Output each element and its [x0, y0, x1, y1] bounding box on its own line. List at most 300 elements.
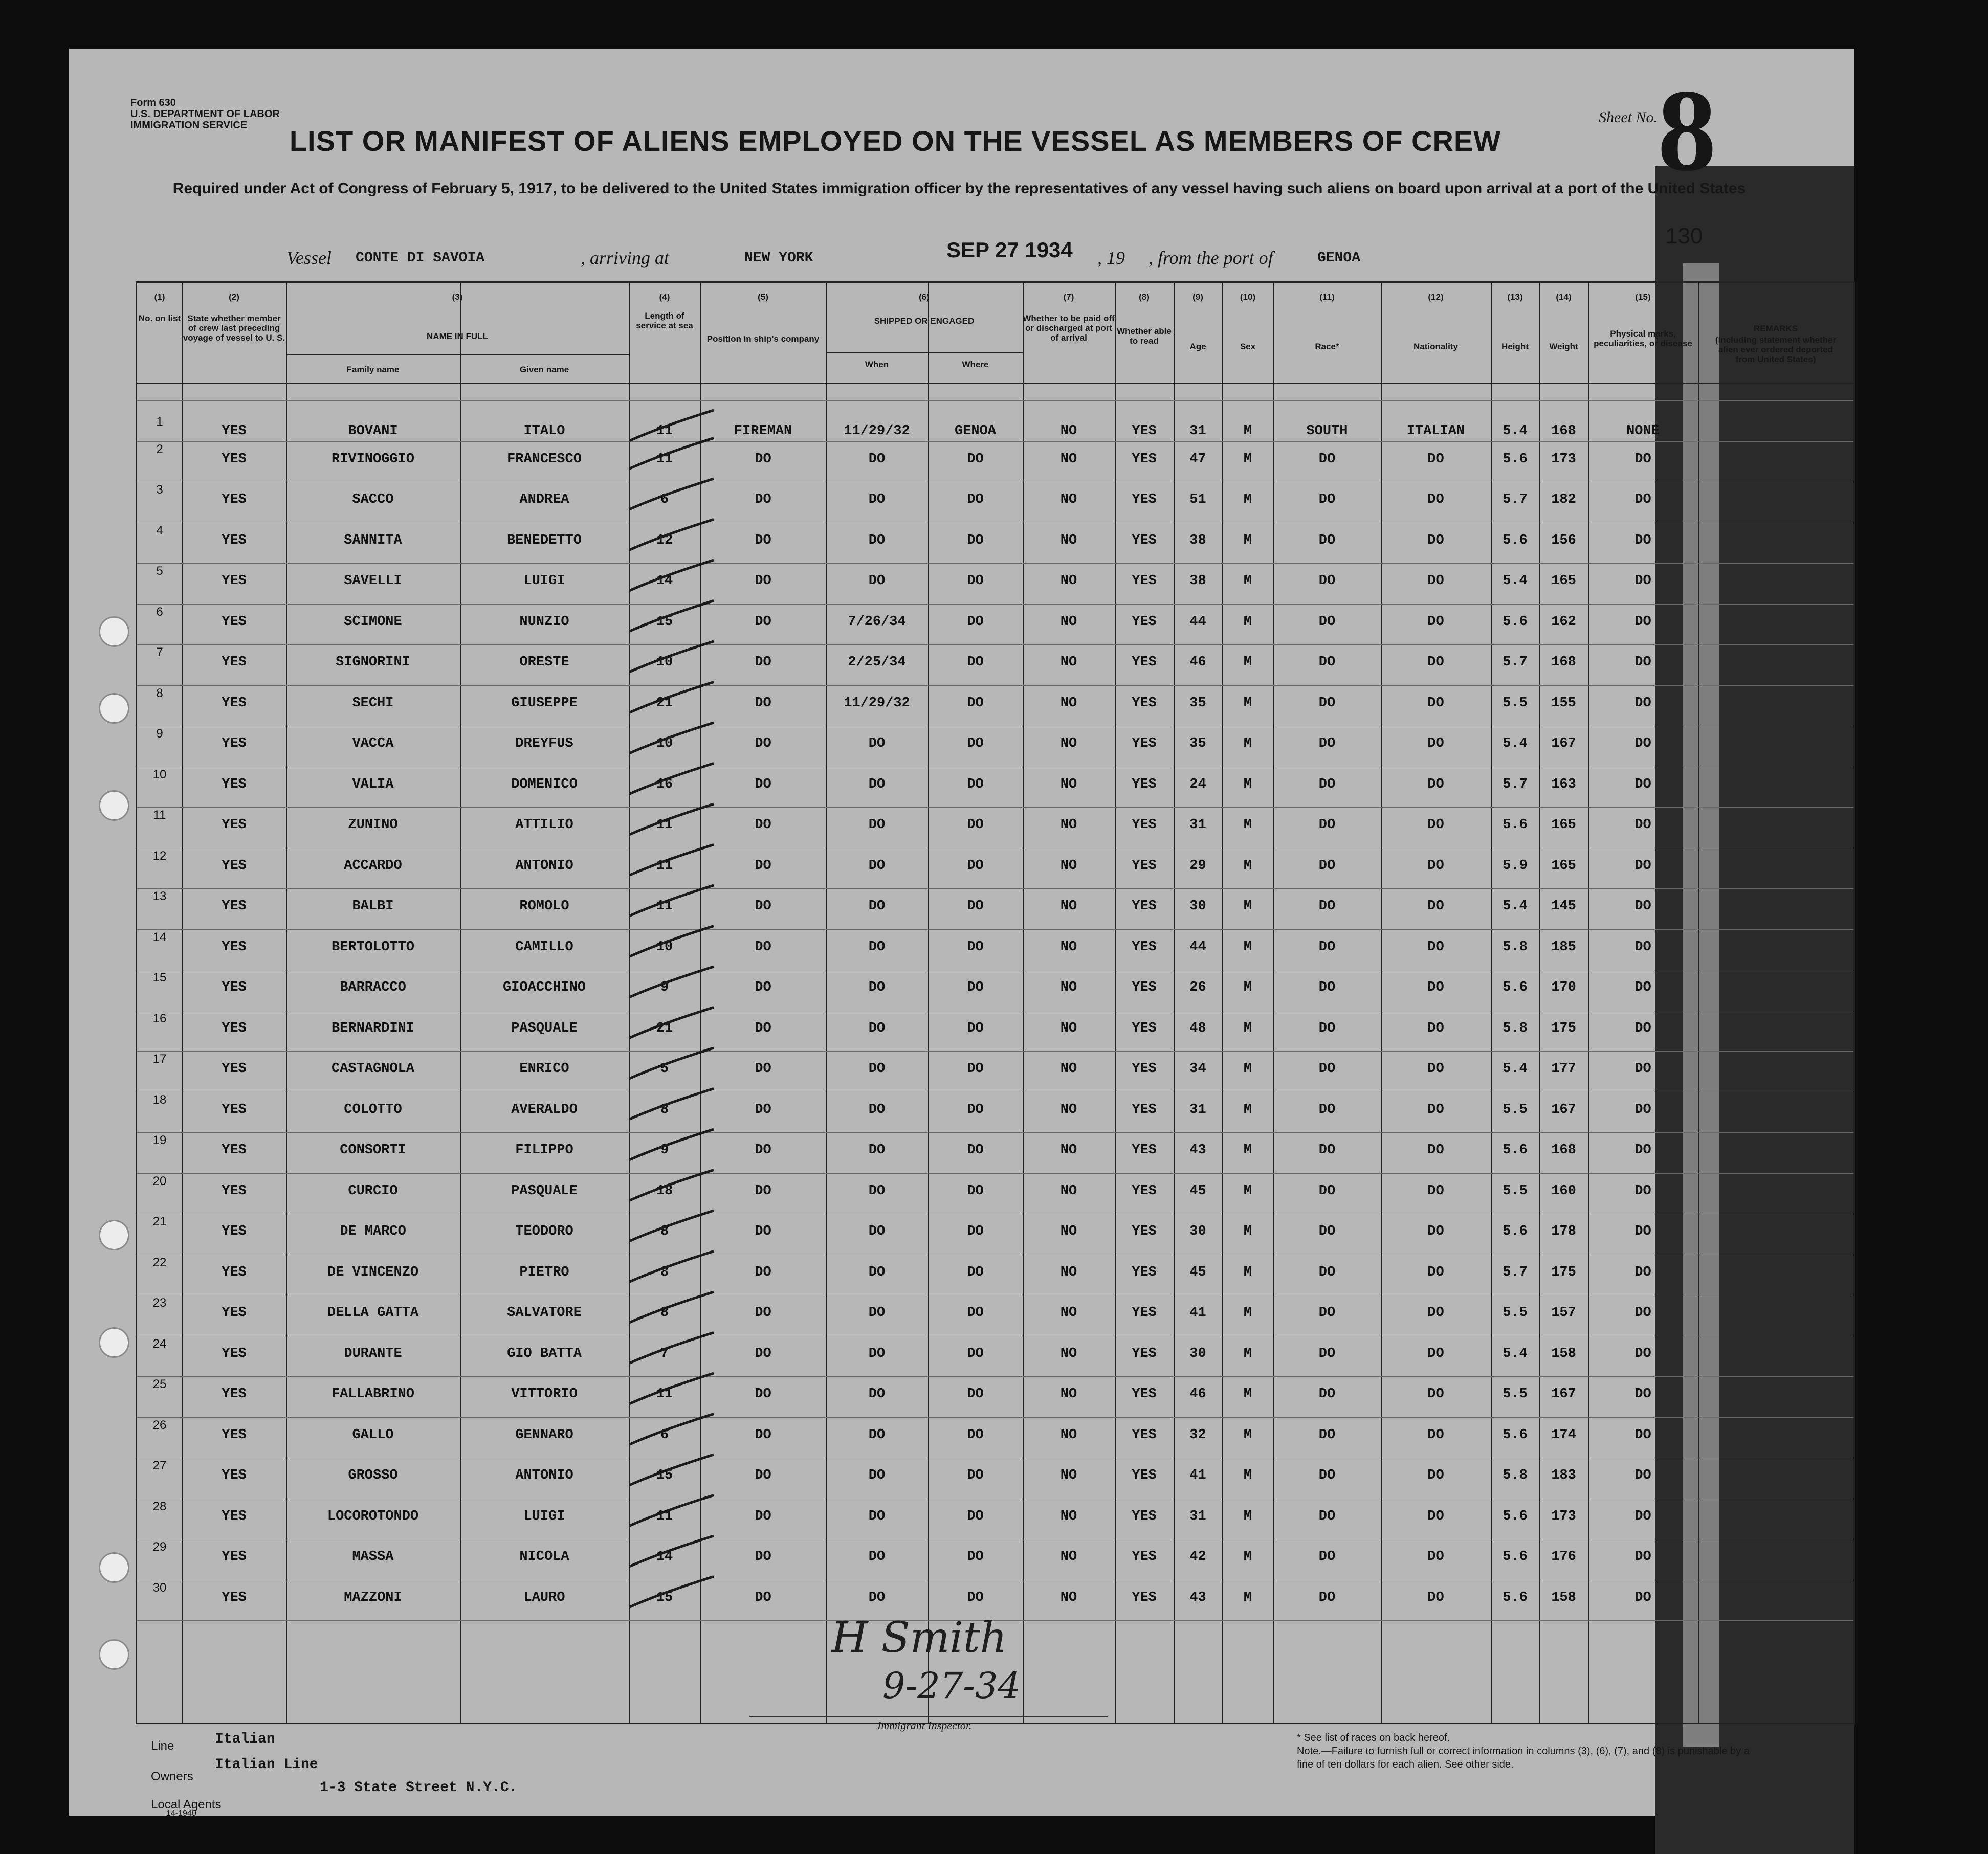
cell-age: 43 — [1189, 1590, 1206, 1605]
cell-given: DREYFUS — [515, 736, 573, 751]
cell-sex: M — [1243, 899, 1252, 914]
cell-race: DO — [1318, 980, 1336, 995]
cell-when: DO — [868, 980, 886, 995]
cell-age: 38 — [1189, 573, 1206, 589]
cell-no: 25 — [152, 1377, 167, 1391]
cell-read: YES — [1132, 532, 1157, 548]
cell-state: YES — [222, 1387, 247, 1402]
cell-state: YES — [222, 573, 247, 589]
cell-given: PASQUALE — [511, 1020, 578, 1036]
cell-given: FILIPPO — [515, 1143, 573, 1158]
cell-sex: M — [1243, 695, 1252, 711]
cell-read: YES — [1132, 1387, 1157, 1402]
cell-family: ZUNINO — [348, 817, 398, 833]
cell-ht: 5.6 — [1503, 532, 1528, 548]
form-number: Form 630 — [130, 97, 176, 108]
cell-race: DO — [1318, 1427, 1336, 1443]
cell-state: YES — [222, 532, 247, 548]
cell-race: DO — [1318, 817, 1336, 833]
cell-when: DO — [868, 1264, 886, 1280]
cell-age: 46 — [1189, 1387, 1206, 1402]
header-paid-off: Whether to be paid off or discharged at port of arrival — [1023, 314, 1115, 343]
cell-state: YES — [222, 776, 247, 792]
cell-read: YES — [1132, 1549, 1157, 1565]
header-no-on-list: No. on list — [138, 314, 181, 323]
column-number: (13) — [1507, 292, 1523, 302]
cell-no: 11 — [153, 808, 166, 822]
cell-where: DO — [967, 1590, 984, 1605]
cell-race: DO — [1318, 1061, 1336, 1077]
cell-paid: NO — [1060, 1508, 1077, 1524]
cell-where: DO — [967, 573, 984, 589]
row-rule — [137, 563, 1853, 564]
cell-ht: 5.5 — [1503, 695, 1528, 711]
row-rule — [137, 685, 1853, 686]
cell-no: 30 — [152, 1580, 167, 1595]
cell-phys: DO — [1634, 899, 1651, 914]
cell-len: 6 — [660, 492, 669, 507]
cell-phys: DO — [1634, 1264, 1651, 1280]
cell-state: YES — [222, 1549, 247, 1565]
cell-no: 20 — [152, 1174, 167, 1188]
cell-family: COLOTTO — [344, 1102, 402, 1118]
cell-pos: DO — [755, 614, 771, 630]
cell-len: 5 — [660, 1061, 669, 1077]
cell-nat: DO — [1427, 736, 1444, 751]
cell-when: DO — [868, 817, 886, 833]
cell-sex: M — [1243, 776, 1252, 792]
page-number: 130 — [1665, 224, 1703, 249]
cell-race: DO — [1318, 736, 1336, 751]
header-where: Where — [962, 360, 989, 369]
cell-wt: 165 — [1551, 573, 1576, 589]
cell-ht: 5.6 — [1503, 980, 1528, 995]
cell-phys: NONE — [1626, 423, 1660, 439]
from-port-label: , from the port of — [1148, 248, 1273, 268]
cell-family: CURCIO — [348, 1183, 398, 1199]
header-remarks: REMARKS — [1754, 324, 1798, 333]
cell-no: 9 — [156, 727, 163, 741]
cell-paid: NO — [1060, 532, 1077, 548]
cell-ht: 5.5 — [1503, 1305, 1528, 1321]
year-label: , 19 — [1097, 248, 1125, 268]
cell-sex: M — [1243, 573, 1252, 589]
cell-race: DO — [1318, 492, 1336, 507]
cell-wt: 165 — [1551, 817, 1576, 833]
cell-where: DO — [967, 1020, 984, 1036]
cell-wt: 183 — [1551, 1468, 1576, 1483]
cell-no: 8 — [156, 686, 163, 700]
cell-sex: M — [1243, 858, 1252, 874]
cell-ht: 5.6 — [1503, 614, 1528, 630]
cell-race: DO — [1318, 1387, 1336, 1402]
cell-given: TEODORO — [515, 1224, 573, 1239]
cell-age: 42 — [1189, 1549, 1206, 1565]
cell-when: 2/25/34 — [848, 655, 906, 670]
cell-no: 14 — [152, 930, 167, 944]
cell-wt: 160 — [1551, 1183, 1576, 1199]
cell-paid: NO — [1060, 858, 1077, 874]
cell-given: LAURO — [523, 1590, 565, 1605]
cell-race: DO — [1318, 899, 1336, 914]
cell-nat: DO — [1427, 1305, 1444, 1321]
header-able-to-read: Whether able to read — [1117, 326, 1172, 346]
cell-family: MAZZONI — [344, 1590, 402, 1605]
service-name: IMMIGRATION SERVICE — [130, 120, 248, 131]
cell-phys: DO — [1634, 939, 1651, 955]
cell-when: DO — [868, 899, 886, 914]
cell-len: 7 — [660, 1346, 669, 1361]
column-number: (15) — [1635, 292, 1651, 302]
cell-pos: DO — [755, 1143, 771, 1158]
cell-when: DO — [868, 1590, 886, 1605]
cell-age: 46 — [1189, 655, 1206, 670]
agents-value: 1-3 State Street N.Y.C. — [320, 1780, 518, 1796]
cell-sex: M — [1243, 614, 1252, 630]
cell-age: 41 — [1189, 1305, 1206, 1321]
inspector-label: Immigrant Inspector. — [877, 1719, 972, 1732]
cell-no: 16 — [152, 1011, 167, 1025]
cell-state: YES — [222, 1020, 247, 1036]
header-shipped-engaged: SHIPPED OR ENGAGED — [874, 316, 975, 326]
cell-race: DO — [1318, 1183, 1336, 1199]
cell-race: DO — [1318, 858, 1336, 874]
cell-read: YES — [1132, 614, 1157, 630]
cell-wt: 163 — [1551, 776, 1576, 792]
cell-no: 15 — [152, 971, 167, 985]
cell-nat: DO — [1427, 1468, 1444, 1483]
cell-wt: 176 — [1551, 1549, 1576, 1565]
header-physical-marks: Physical marks, peculiarities, or disease — [1594, 329, 1692, 348]
cell-phys: DO — [1634, 1590, 1651, 1605]
cell-phys: DO — [1634, 1549, 1651, 1565]
cell-where: DO — [967, 817, 984, 833]
cell-state: YES — [222, 492, 247, 507]
cell-when: DO — [868, 858, 886, 874]
cell-sex: M — [1243, 1387, 1252, 1402]
cell-race: DO — [1318, 532, 1336, 548]
cell-when: DO — [868, 1387, 886, 1402]
cell-pos: DO — [755, 736, 771, 751]
cell-age: 31 — [1189, 1102, 1206, 1118]
header-height: Height — [1501, 342, 1529, 351]
cell-no: 18 — [152, 1092, 167, 1107]
cell-given: GIOACCHINO — [502, 980, 586, 995]
cell-when: DO — [868, 776, 886, 792]
cell-phys: DO — [1634, 695, 1651, 711]
cell-ht: 5.7 — [1503, 776, 1528, 792]
cell-pos: DO — [755, 695, 771, 711]
cell-where: DO — [967, 1549, 984, 1565]
cell-len: 11 — [656, 1508, 673, 1524]
cell-len: 11 — [656, 858, 673, 874]
cell-sex: M — [1243, 1590, 1252, 1605]
cell-state: YES — [222, 1264, 247, 1280]
date-stamp: SEP 27 1934 — [946, 238, 1073, 262]
cell-no: 21 — [152, 1215, 167, 1228]
cell-no: 13 — [152, 889, 167, 903]
cell-ht: 5.9 — [1503, 858, 1528, 874]
cell-ht: 5.8 — [1503, 939, 1528, 955]
cell-paid: NO — [1060, 451, 1077, 467]
cell-sex: M — [1243, 1183, 1252, 1199]
cell-given: ENRICO — [519, 1061, 569, 1077]
line-value: Italian — [215, 1731, 275, 1747]
cell-len: 9 — [660, 1143, 669, 1158]
cell-ht: 5.6 — [1503, 1508, 1528, 1524]
cell-ht: 5.8 — [1503, 1020, 1528, 1036]
cell-given: AVERALDO — [511, 1102, 578, 1118]
cell-no: 26 — [152, 1418, 167, 1432]
cell-phys: DO — [1634, 532, 1651, 548]
cell-given: ITALO — [523, 423, 565, 439]
inspector-line — [749, 1716, 1108, 1717]
cell-paid: NO — [1060, 1387, 1077, 1402]
cell-read: YES — [1132, 736, 1157, 751]
cell-sex: M — [1243, 736, 1252, 751]
cell-age: 31 — [1189, 817, 1206, 833]
cell-nat: DO — [1427, 614, 1444, 630]
cell-paid: NO — [1060, 1183, 1077, 1199]
cell-len: 21 — [656, 1020, 673, 1036]
cell-paid: NO — [1060, 1264, 1077, 1280]
cell-sex: M — [1243, 1061, 1252, 1077]
cell-sex: M — [1243, 1468, 1252, 1483]
cell-nat: DO — [1427, 1183, 1444, 1199]
cell-pos: DO — [755, 492, 771, 507]
cell-wt: 158 — [1551, 1590, 1576, 1605]
cell-phys: DO — [1634, 614, 1651, 630]
race-note: * See list of races on back hereof. — [1297, 1732, 1450, 1744]
cell-age: 26 — [1189, 980, 1206, 995]
cell-family: SCIMONE — [344, 614, 402, 630]
cell-age: 34 — [1189, 1061, 1206, 1077]
cell-wt: 165 — [1551, 858, 1576, 874]
cell-given: PASQUALE — [511, 1183, 578, 1199]
cell-read: YES — [1132, 573, 1157, 589]
cell-no: 24 — [152, 1336, 167, 1351]
cell-nat: DO — [1427, 1508, 1444, 1524]
cell-given: SALVATORE — [507, 1305, 582, 1321]
from-port: GENOA — [1317, 250, 1361, 266]
cell-phys: DO — [1634, 492, 1651, 507]
cell-sex: M — [1243, 1224, 1252, 1239]
cell-age: 30 — [1189, 899, 1206, 914]
cell-read: YES — [1132, 1305, 1157, 1321]
cell-sex: M — [1243, 817, 1252, 833]
cell-family: SAVELLI — [344, 573, 402, 589]
cell-read: YES — [1132, 1020, 1157, 1036]
cell-ht: 5.5 — [1503, 1183, 1528, 1199]
cell-race: DO — [1318, 1346, 1336, 1361]
cell-paid: NO — [1060, 980, 1077, 995]
cell-paid: NO — [1060, 1427, 1077, 1443]
cell-len: 10 — [656, 939, 673, 955]
cell-read: YES — [1132, 423, 1157, 439]
binder-hole — [99, 1552, 129, 1583]
cell-state: YES — [222, 1305, 247, 1321]
cell-wt: 182 — [1551, 492, 1576, 507]
cell-age: 31 — [1189, 1508, 1206, 1524]
cell-race: DO — [1318, 1468, 1336, 1483]
cell-family: BOVANI — [348, 423, 398, 439]
header-length-of-service: Length of service at sea — [636, 311, 693, 330]
cell-age: 31 — [1189, 423, 1206, 439]
cell-read: YES — [1132, 1224, 1157, 1239]
cell-given: ANTONIO — [515, 858, 573, 874]
column-number: (6) — [919, 292, 930, 302]
cell-state: YES — [222, 1183, 247, 1199]
arriving-label: , arriving at — [581, 248, 670, 268]
cell-pos: DO — [755, 1061, 771, 1077]
cell-ht: 5.8 — [1503, 1468, 1528, 1483]
cell-wt: 156 — [1551, 532, 1576, 548]
cell-when: DO — [868, 1020, 886, 1036]
cell-no: 29 — [152, 1540, 167, 1554]
cell-pos: DO — [755, 1224, 771, 1239]
cell-state: YES — [222, 899, 247, 914]
cell-where: DO — [967, 1183, 984, 1199]
cell-paid: NO — [1060, 1224, 1077, 1239]
cell-family: FALLABRINO — [331, 1387, 415, 1402]
cell-read: YES — [1132, 451, 1157, 467]
cell-where: DO — [967, 1264, 984, 1280]
cell-paid: NO — [1060, 736, 1077, 751]
cell-where: DO — [967, 532, 984, 548]
cell-state: YES — [222, 451, 247, 467]
cell-nat: DO — [1427, 1549, 1444, 1565]
column-number: (14) — [1556, 292, 1572, 302]
cell-given: ANTONIO — [515, 1468, 573, 1483]
cell-read: YES — [1132, 492, 1157, 507]
cell-when: DO — [868, 939, 886, 955]
binder-hole — [99, 1639, 129, 1670]
cell-nat: DO — [1427, 655, 1444, 670]
cell-race: DO — [1318, 451, 1336, 467]
cell-where: DO — [967, 451, 984, 467]
cell-wt: 178 — [1551, 1224, 1576, 1239]
row-rule — [137, 929, 1853, 930]
cell-race: DO — [1318, 695, 1336, 711]
cell-where: DO — [967, 1143, 984, 1158]
cell-phys: DO — [1634, 573, 1651, 589]
cell-sex: M — [1243, 1549, 1252, 1565]
cell-when: DO — [868, 1305, 886, 1321]
line-label: Line — [151, 1739, 174, 1753]
cell-nat: DO — [1427, 817, 1444, 833]
cell-when: DO — [868, 1143, 886, 1158]
cell-read: YES — [1132, 776, 1157, 792]
footer-notes — [1297, 1731, 1757, 1771]
inspector-signature: H Smith — [831, 1614, 1007, 1662]
cell-family: CONSORTI — [340, 1143, 406, 1158]
cell-state: YES — [222, 1143, 247, 1158]
cell-wt: 173 — [1551, 1508, 1576, 1524]
cell-phys: DO — [1634, 1427, 1651, 1443]
cell-where: DO — [967, 695, 984, 711]
cell-nat: DO — [1427, 1061, 1444, 1077]
cell-race: DO — [1318, 1305, 1336, 1321]
cell-read: YES — [1132, 858, 1157, 874]
binder-hole — [99, 616, 129, 647]
cell-race: SOUTH — [1306, 423, 1348, 439]
cell-nat: DO — [1427, 1427, 1444, 1443]
cell-phys: DO — [1634, 736, 1651, 751]
cell-ht: 5.5 — [1503, 1387, 1528, 1402]
cell-paid: NO — [1060, 1102, 1077, 1118]
cell-where: DO — [967, 1102, 984, 1118]
cell-family: DE MARCO — [340, 1224, 406, 1239]
cell-given: PIETRO — [519, 1264, 569, 1280]
cell-when: 7/26/34 — [848, 614, 906, 630]
cell-nat: DO — [1427, 1590, 1444, 1605]
row-rule — [137, 1417, 1853, 1418]
cell-sex: M — [1243, 939, 1252, 955]
cell-wt: 168 — [1551, 423, 1576, 439]
cell-read: YES — [1132, 1468, 1157, 1483]
cell-phys: DO — [1634, 1224, 1651, 1239]
cell-state: YES — [222, 1590, 247, 1605]
cell-no: 3 — [156, 483, 163, 497]
cell-pos: DO — [755, 858, 771, 874]
vessel-label: Vessel — [286, 248, 332, 268]
cell-state: YES — [222, 423, 247, 439]
cell-read: YES — [1132, 980, 1157, 995]
cell-nat: ITALIAN — [1406, 423, 1465, 439]
cell-given: ORESTE — [519, 655, 569, 670]
cell-race: DO — [1318, 1590, 1336, 1605]
cell-read: YES — [1132, 1508, 1157, 1524]
cell-len: 10 — [656, 655, 673, 670]
cell-sex: M — [1243, 655, 1252, 670]
cell-given: ATTILIO — [515, 817, 573, 833]
cell-paid: NO — [1060, 492, 1077, 507]
cell-race: DO — [1318, 1224, 1336, 1239]
cell-paid: NO — [1060, 1020, 1077, 1036]
row-rule — [137, 1376, 1853, 1377]
cell-where: DO — [967, 1508, 984, 1524]
column-number: (2) — [229, 292, 239, 302]
cell-wt: 175 — [1551, 1020, 1576, 1036]
page-subtitle: Required under Act of Congress of February 5, 1917, to be delivered to the United States immigration officer by the representatives of any vessel having such aliens on board upon arrival at a port of the United States — [172, 180, 1746, 197]
header-subrule — [826, 352, 1023, 353]
cell-wt: 185 — [1551, 939, 1576, 955]
cell-paid: NO — [1060, 423, 1077, 439]
cell-where: DO — [967, 1468, 984, 1483]
cell-pos: DO — [755, 1427, 771, 1443]
cell-phys: DO — [1634, 451, 1651, 467]
column-number: (1) — [154, 292, 165, 302]
cell-paid: NO — [1060, 1346, 1077, 1361]
cell-race: DO — [1318, 1020, 1336, 1036]
cell-where: DO — [967, 736, 984, 751]
cell-family: DURANTE — [344, 1346, 402, 1361]
form-code: 14-1940 — [166, 1809, 196, 1818]
cell-phys: DO — [1634, 1508, 1651, 1524]
cell-nat: DO — [1427, 939, 1444, 955]
cell-nat: DO — [1427, 532, 1444, 548]
cell-paid: NO — [1060, 1549, 1077, 1565]
header-subrule — [286, 354, 629, 355]
binder-hole — [99, 1220, 129, 1250]
row-rule — [137, 604, 1853, 605]
cell-sex: M — [1243, 532, 1252, 548]
cell-paid: NO — [1060, 939, 1077, 955]
cell-read: YES — [1132, 1183, 1157, 1199]
cell-len: 12 — [656, 532, 673, 548]
cell-age: 51 — [1189, 492, 1206, 507]
cell-nat: DO — [1427, 492, 1444, 507]
